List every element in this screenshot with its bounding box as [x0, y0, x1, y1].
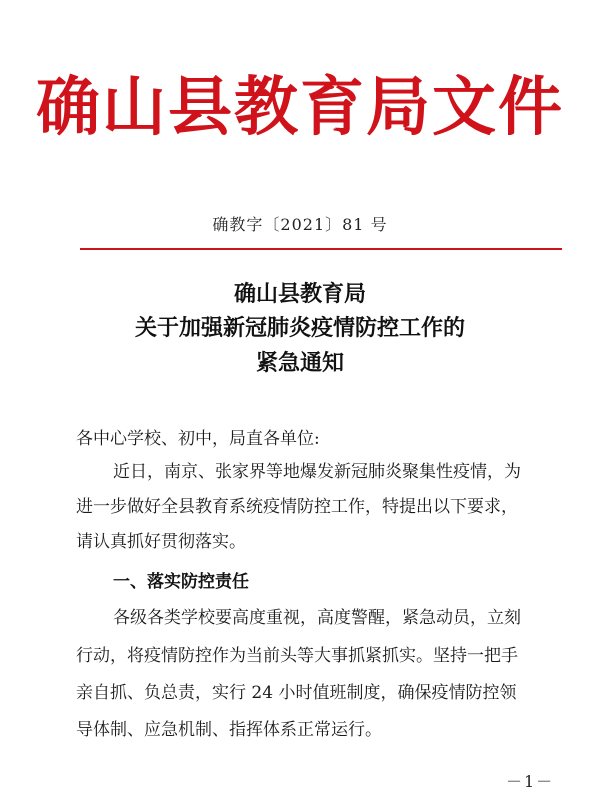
section-paragraph-line: 各级各类学校要高度重视，高度警醒，紧急动员，立刻 — [113, 608, 521, 628]
section-heading: 一、落实防控责任 — [113, 572, 249, 592]
section-paragraph-line: 行动，将疫情防控作为当前头等大事抓紧抓实。坚持一把手 — [76, 646, 518, 666]
document-header-title: 确山县教育局文件 — [36, 70, 564, 145]
notice-title-line-1: 确山县教育局 — [233, 282, 366, 307]
page-number: －1－ — [506, 772, 555, 791]
intro-paragraph-line: 请认真抓好贯彻落实。 — [76, 532, 246, 552]
intro-paragraph-line: 进一步做好全县教育系统疫情防控工作，特提出以下要求， — [76, 497, 518, 517]
intro-paragraph-line: 近日，南京、张家界等地爆发新冠肺炎聚集性疫情，为 — [113, 462, 521, 482]
notice-title-line-3: 紧急通知 — [255, 351, 344, 376]
notice-title-line-2: 关于加强新冠肺炎疫情防控工作的 — [134, 316, 465, 341]
section-paragraph-line: 导体制、应急机制、指挥体系正常运行。 — [76, 720, 382, 740]
section-paragraph-line: 亲自抓、负总责，实行 24 小时值班制度，确保疫情防控领 — [76, 683, 517, 703]
document-number: 确教字〔2021〕81 号 — [212, 215, 388, 234]
red-divider-line — [80, 248, 562, 250]
salutation: 各中心学校、初中，局直各单位: — [76, 429, 320, 449]
